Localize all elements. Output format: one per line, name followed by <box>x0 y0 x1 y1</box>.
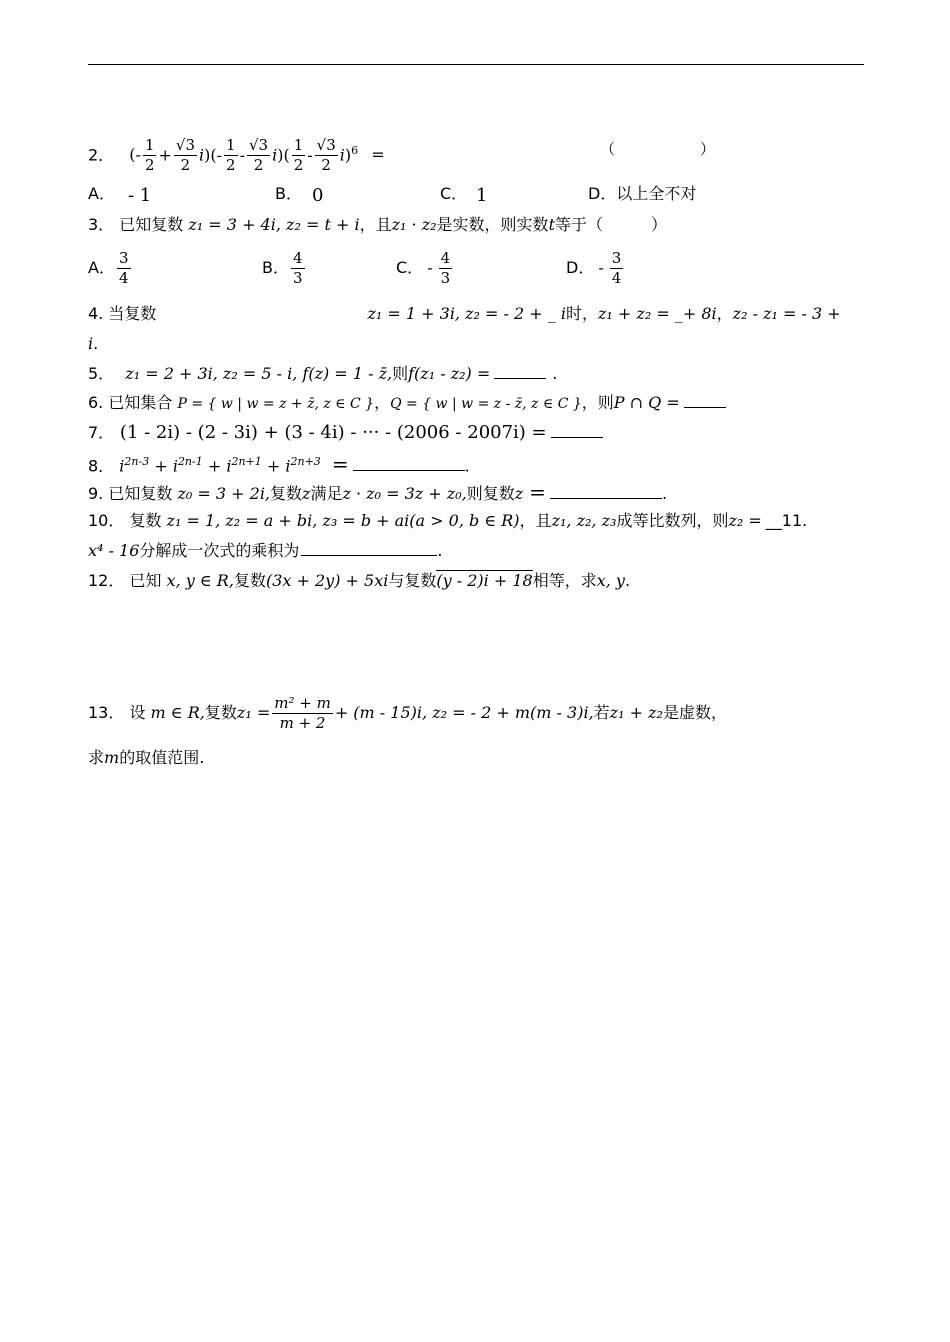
fraction-denominator: m + 2 <box>279 714 326 732</box>
period: . <box>464 456 470 476</box>
math-expression: f(z₁ - z₂) = <box>408 364 491 383</box>
plus-sign: + <box>207 456 222 476</box>
math-expression: x, y <box>596 571 625 590</box>
math-expression: z₁ = <box>236 703 271 722</box>
question-number: 7． <box>88 423 115 442</box>
math-expression: + (m - 15)i, z₂ = - 2 + m(m - 3)i, <box>334 703 594 722</box>
fraction-denominator: 4 <box>118 269 129 287</box>
question-text: ，且 <box>359 215 392 234</box>
fraction-numerator: 4 <box>440 249 451 267</box>
question-text: 成等比数列，则 <box>616 511 729 530</box>
option-b-label: B． <box>275 184 302 203</box>
fraction-denominator: 3 <box>292 269 303 287</box>
fraction-numerator: 3 <box>611 249 622 267</box>
math-expression: z₁, z₂, z₃ <box>551 511 617 530</box>
period: . <box>624 571 631 590</box>
fraction <box>174 136 197 175</box>
question-7 <box>88 422 603 444</box>
imaginary-unit: i <box>172 456 178 476</box>
question-text: ，则 <box>581 393 614 412</box>
question-13 <box>88 690 727 736</box>
math-expression: z₁ + z₂ <box>609 703 663 722</box>
fraction-denominator: 2 <box>226 156 236 175</box>
question-text: ，且 <box>519 511 552 530</box>
period: . <box>552 364 558 383</box>
fraction <box>272 694 333 733</box>
expr-part: )( <box>277 145 290 165</box>
math-expression: z₂ = <box>728 511 762 530</box>
math-expression: z₁ = 3 + 4i, z₂ = t + i <box>188 215 360 234</box>
answer-blank[interactable] <box>301 541 437 556</box>
option-b-value: 0 <box>312 185 324 206</box>
math-expression: z₁ = 1, z₂ = a + bi, z₃ = b + ai(a > 0, b ∈ R) <box>166 511 520 530</box>
question-6 <box>88 393 726 414</box>
question-10 <box>88 511 807 531</box>
fraction-denominator: 2 <box>180 156 191 175</box>
option-a-value: - 1 <box>128 185 152 206</box>
fraction-numerator: √3 <box>316 136 336 155</box>
option-sign: - <box>598 258 604 277</box>
question-text: 复数 <box>270 484 303 503</box>
answer-blank[interactable] <box>684 393 726 408</box>
question-text: 复数 <box>233 571 266 590</box>
fraction-denominator: 2 <box>321 156 331 175</box>
question-text: 是虚数， <box>662 703 727 722</box>
q3-option-d <box>566 246 625 290</box>
question-text: 等于（ <box>555 215 604 234</box>
fraction-denominator: 2 <box>144 156 155 175</box>
exponent: 2n-3 <box>124 455 150 468</box>
exponent: 2n+1 <box>231 455 262 468</box>
fraction <box>143 136 157 175</box>
question-11 <box>88 541 442 561</box>
minus-sign: - <box>307 145 313 165</box>
answer-paren-right: ） <box>700 140 716 158</box>
variable-z: z <box>514 484 524 503</box>
question-number: 2． <box>88 145 115 165</box>
question-text: 相等，求 <box>532 571 597 590</box>
imaginary-unit: i <box>339 145 345 165</box>
question-text: 若 <box>593 703 610 722</box>
fraction-denominator: 3 <box>440 269 451 287</box>
option-a-label: A． <box>88 184 115 203</box>
set-p: P = { w | w = z + z̄, z ∈ C } <box>177 396 375 412</box>
equals-sign: = <box>529 480 546 504</box>
imaginary-unit: i <box>226 456 232 476</box>
plus-sign: + <box>158 145 172 165</box>
fraction <box>224 136 238 175</box>
question-text: 4. 当复数 <box>88 304 157 323</box>
question-12 <box>88 571 630 591</box>
option-c-value: 1 <box>476 185 488 206</box>
question-text: 时， <box>565 304 598 323</box>
question-text: 的取值范围. <box>119 748 205 767</box>
question-number: 11. <box>781 511 808 530</box>
question-5 <box>88 364 557 384</box>
question-13-line2 <box>88 748 204 768</box>
period: . <box>437 541 443 560</box>
fraction-numerator: 1 <box>226 136 236 155</box>
question-text: ， <box>716 304 733 323</box>
question-4-wrap <box>88 334 98 354</box>
option-label: D． <box>566 258 595 277</box>
math-expression: z₁ = 2 + 3i, z₂ = 5 - i, f(z) = 1 - z̄, <box>125 364 393 383</box>
imaginary-unit: i <box>88 334 94 353</box>
plus-sign: + <box>154 456 168 476</box>
math-expression: z₁ · z₂ <box>391 215 437 234</box>
expr-part: )(- <box>204 145 223 165</box>
question-2: 2． (- $\frac{1}{2}$ + $\frac{√3}{2}$ i)(- $\frac{1}{2}$ - $\frac{√3}{2}$ i)( $\frac{1}{2}$ - $\frac{√3}{2}$ i)$^6$ = <box>88 136 385 175</box>
exponent: 2n-1 <box>177 455 203 468</box>
option-d: D．以上全不对 <box>588 184 697 203</box>
answer-paren-right: ） <box>651 215 668 234</box>
question-text: 则 <box>392 364 409 383</box>
variable-z: z <box>302 484 311 503</box>
equals-sign: = <box>331 452 349 477</box>
answer-blank[interactable] <box>550 484 662 499</box>
conjugate-expression: (y - 2)i + 18 <box>436 571 533 590</box>
question-text: 分解成一次式的乘积为 <box>139 541 300 560</box>
math-expression: z₂ - z₁ = - 3 + <box>732 304 841 323</box>
q3-option-c <box>396 246 454 290</box>
fraction-numerator: 1 <box>293 136 304 155</box>
question-text: 与复数 <box>388 571 437 590</box>
math-expression: (3x + 2y) + 5xi <box>265 571 389 590</box>
separator: ， <box>374 393 391 412</box>
question-4 <box>88 304 841 324</box>
fraction-denominator: 2 <box>253 156 264 175</box>
fraction-numerator: 1 <box>144 136 155 155</box>
answer-blank[interactable] <box>353 456 465 471</box>
exponent: 6 <box>351 144 359 157</box>
option-c-label: C． <box>440 184 468 203</box>
question-text: 则复数 <box>466 484 515 503</box>
question-3 <box>88 215 667 235</box>
plus-sign: + <box>266 456 281 476</box>
option-label: A． <box>88 258 115 277</box>
fraction <box>247 136 270 175</box>
imaginary-unit: i <box>119 456 125 476</box>
answer-blank[interactable] <box>494 364 546 379</box>
math-expression: z₀ = 3 + 2i, <box>177 484 271 503</box>
imaginary-unit: i <box>199 145 205 165</box>
fraction-numerator: √3 <box>175 136 195 155</box>
fraction-numerator: m² + m <box>274 694 331 712</box>
fraction <box>315 136 338 175</box>
header-rule <box>88 64 864 65</box>
imaginary-unit: i <box>272 145 278 165</box>
math-expression: x⁴ - 16 <box>88 541 140 560</box>
question-text: 满足 <box>310 484 343 503</box>
math-expression: z₁ = 1 + 3i, z₂ = - 2 + _ i <box>367 304 566 323</box>
question-text: 10． 复数 <box>88 511 162 530</box>
q3-option-a <box>88 246 133 290</box>
question-text: 3． 已知复数 <box>88 215 184 234</box>
exponent: 2n+3 <box>290 455 321 468</box>
question-text: 是实数，则实数 <box>436 215 549 234</box>
expr-part: (- <box>129 145 141 165</box>
math-expression: (1 - 2i) - (2 - 3i) + (3 - 4i) - ··· - (2006 - 2007i) = <box>119 422 547 443</box>
fraction-denominator: 2 <box>293 156 304 175</box>
imaginary-unit: i <box>285 456 291 476</box>
fraction-numerator: 3 <box>118 249 129 267</box>
question-text: 9. 已知复数 <box>88 484 173 503</box>
minus-sign: - <box>239 145 245 165</box>
math-expression: z₁ + z₂ = _+ 8i <box>598 304 717 323</box>
question-8 <box>88 452 470 476</box>
question-text: 复数 <box>204 703 237 722</box>
fraction-denominator: 4 <box>611 269 622 287</box>
math-expression: P ∩ Q = <box>613 393 680 412</box>
option-sign: - <box>427 258 433 277</box>
fraction-numerator: 4 <box>292 249 303 267</box>
answer-blank[interactable] <box>551 423 603 438</box>
question-text: 求 <box>88 748 105 767</box>
fraction-numerator: √3 <box>248 136 269 155</box>
period: . <box>661 484 668 503</box>
question-9 <box>88 482 667 504</box>
set-q: Q = { w | w = z - z̄, z ∈ C } <box>390 396 582 412</box>
question-number: 8． <box>88 456 115 476</box>
variable-t: t <box>548 215 555 234</box>
math-expression: z · z₀ = 3z + z₀, <box>342 484 467 503</box>
answer-paren-left: （ <box>600 140 616 158</box>
fraction <box>292 136 306 175</box>
math-expression: m ∈ R, <box>150 703 205 722</box>
variable-m: m <box>104 748 120 767</box>
option-label: B． <box>262 258 289 277</box>
question-text: 6. 已知集合 <box>88 393 173 412</box>
option-label: C． <box>396 258 424 277</box>
answer-blank[interactable]: __ <box>765 511 782 530</box>
q3-option-b <box>262 246 307 290</box>
question-text: 13． 设 <box>88 703 146 722</box>
equals-sign: = <box>371 145 385 165</box>
question-text: 12． 已知 <box>88 571 162 590</box>
period: . <box>93 334 99 353</box>
question-number: 5． <box>88 364 115 383</box>
math-expression: x, y ∈ R, <box>166 571 234 590</box>
